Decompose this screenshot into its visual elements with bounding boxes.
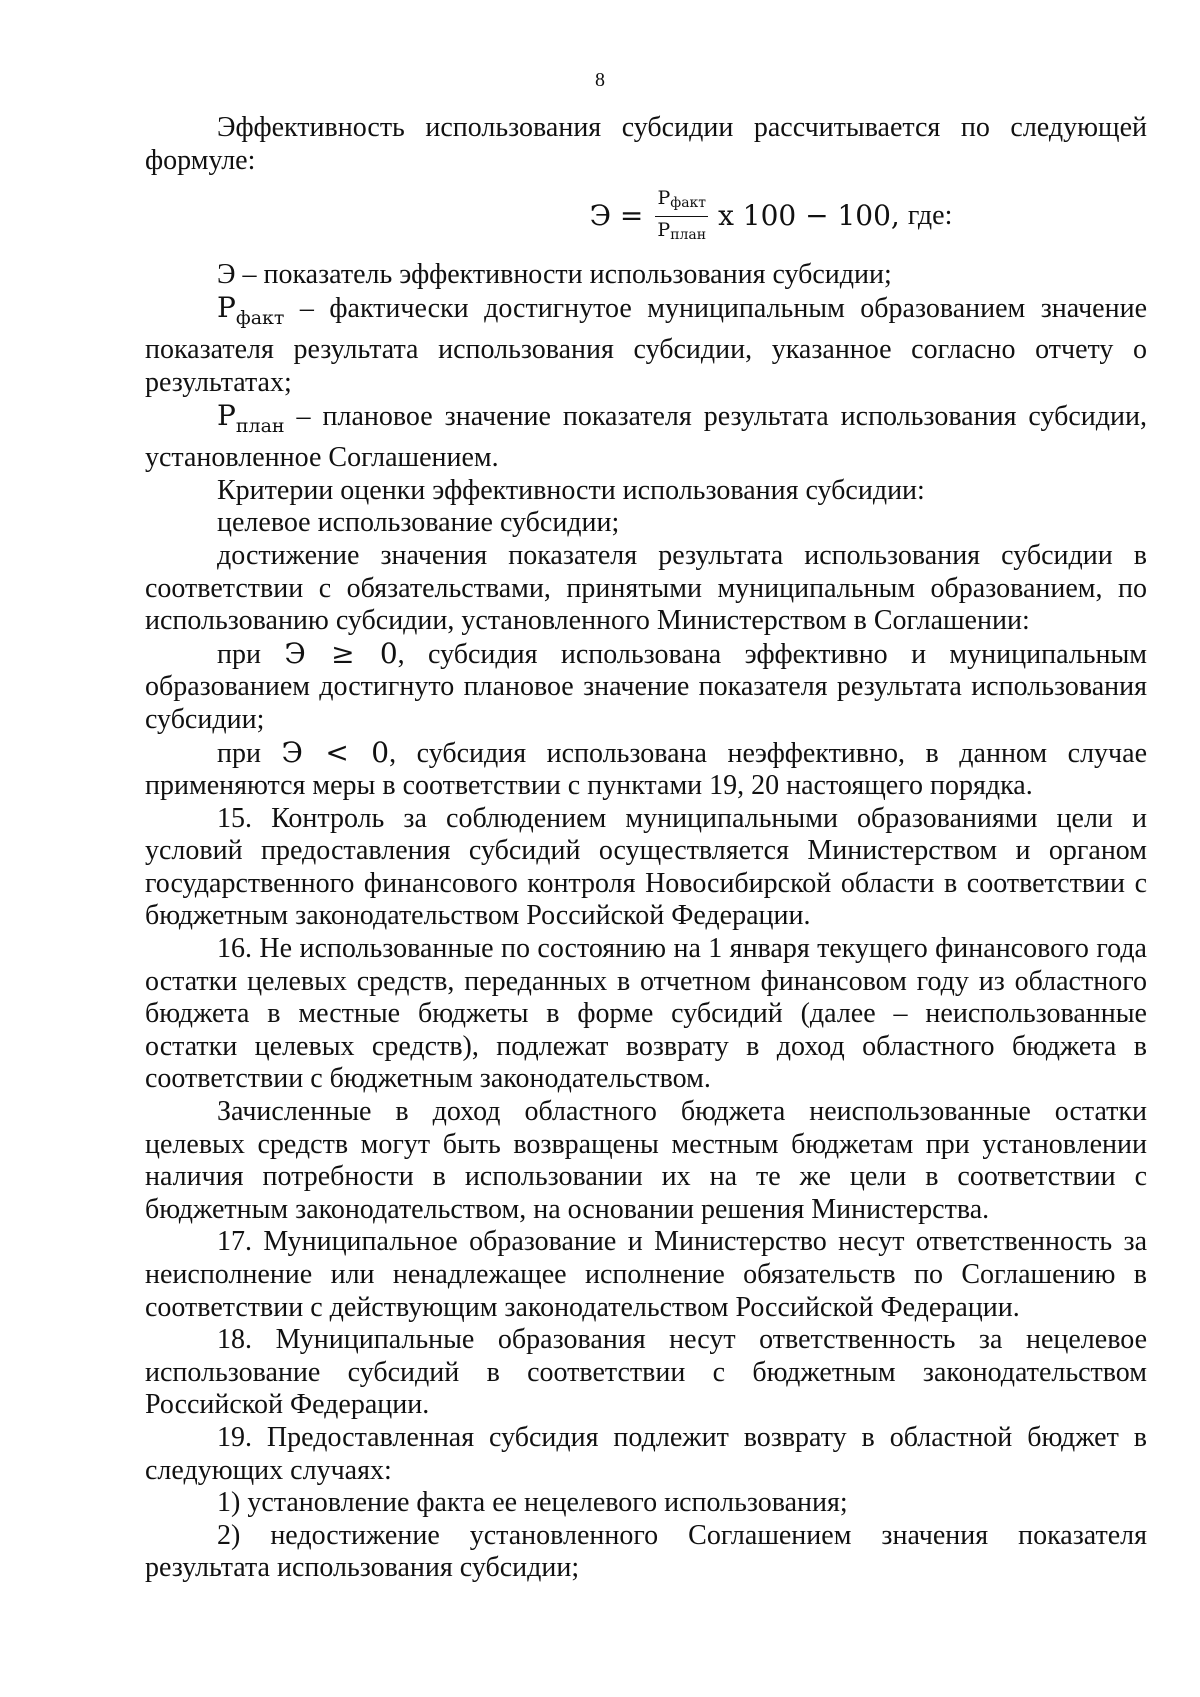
- definition-fact: [145, 292, 1147, 400]
- condition-1-prefix: при: [217, 638, 285, 670]
- paragraph-18: 18. Муниципальные образования несут ответственность за нецелевое использование субсидий в соответствии с бюджетным законодательством Российской Федерации.: [145, 1324, 1147, 1421]
- fact-text: – фактически достигнутое муниципальным образованием значение показателя результата использования субсидии, указанное согласно отчету о результатах;: [145, 292, 1147, 398]
- paragraph-16-continued: Зачисленные в доход областного бюджета неиспользованные остатки целевых средств могут быть возвращены местным бюджетам при установлении наличия потребности в использовании их на те же цели в соответствии с бюджетным законодательством, на основании решения Министерства.: [145, 1096, 1147, 1225]
- condition-1-math: Э ≥ 0: [284, 636, 398, 670]
- paragraph-19: 19. Предоставленная субсидия подлежит возврату в областной бюджет в следующих случаях:: [145, 1421, 1147, 1486]
- condition-2-math: Э < 0: [281, 735, 390, 769]
- fact-subscript: факт: [235, 306, 285, 329]
- formula-denominator: [655, 217, 708, 246]
- plan-text: – плановое значение показателя результата использования субсидии, установленное Соглашением.: [145, 400, 1147, 474]
- criteria-heading: Критерии оценки эффективности использования субсидии:: [217, 474, 925, 506]
- paragraph-19-item-1: 1) установление факта ее нецелевого использования;: [217, 1487, 848, 1519]
- formula-fraction: [655, 187, 708, 246]
- condition-2-text: , субсидия использована неэффективно, в данном случае применяются меры в соответствии с пунктами 19, 20 настоящего порядка.: [145, 737, 1147, 802]
- denominator-symbol: Р: [657, 218, 671, 241]
- formula-lhs: Э =: [589, 198, 644, 232]
- fact-symbol: Р: [217, 290, 236, 324]
- intro-paragraph: Эффективность использования субсидии рассчитывается по следующей формуле:: [145, 112, 1147, 176]
- formula-rest: х 100 − 100,: [718, 198, 900, 232]
- paragraph-19-item-2: 2) недостижение установленного Соглашением значения показателя результата использования субсидии;: [145, 1519, 1147, 1584]
- criteria-item-2: достижение значения показателя результата использования субсидии в соответствии с обязательствами, принятыми муниципальным образованием, по использованию субсидии, установленного Министерством в Соглашении:: [145, 539, 1147, 637]
- paragraph-16: 16. Не использованные по состоянию на 1 января текущего финансового года остатки целевых средств, переданных в отчетном финансовом году из областного бюджета в местные бюджеты в форме субсидий (далее – неиспользованные остатки целевых средств), подлежат возврату в доход областного бюджета в соответствии с бюджетным законодательством.: [145, 933, 1147, 1095]
- paragraph-15: 15. Контроль за соблюдением муниципальными образованиями цели и условий предоставления субсидий осуществляется Министерством и органом государственного финансового контроля Новосибирской области в соответствии с бюджетным законодательством Российской Федерации.: [145, 802, 1147, 932]
- formula-numerator: [655, 187, 708, 217]
- definition-plan: [145, 400, 1147, 475]
- criteria-item-1: целевое использование субсидии;: [217, 507, 620, 539]
- paragraph-17: 17. Муниципальное образование и Министерство несут ответственность за неисполнение или ненадлежащее исполнение обязательств по Соглашению в соответствии с действующим законодательством Российской Федерации.: [145, 1226, 1147, 1323]
- formula-tail: где:: [907, 199, 953, 231]
- criteria-condition-1: [145, 638, 1147, 737]
- plan-symbol: Р: [217, 398, 236, 432]
- plan-subscript: план: [235, 414, 285, 437]
- denominator-subscript: план: [670, 226, 707, 243]
- definition-e: Э – показатель эффективности использования субсидии;: [217, 259, 892, 291]
- document-body: [145, 112, 1147, 1585]
- criteria-condition-2: [145, 737, 1147, 803]
- condition-2-prefix: при: [217, 737, 282, 769]
- numerator-symbol: Р: [657, 186, 671, 209]
- efficiency-formula: [145, 179, 1147, 253]
- page-number: 8: [595, 69, 605, 91]
- numerator-subscript: факт: [670, 194, 707, 211]
- condition-1-text: , субсидия использована эффективно и муниципальным образованием достигнуто плановое значение показателя результата использования субсидии;: [145, 638, 1148, 735]
